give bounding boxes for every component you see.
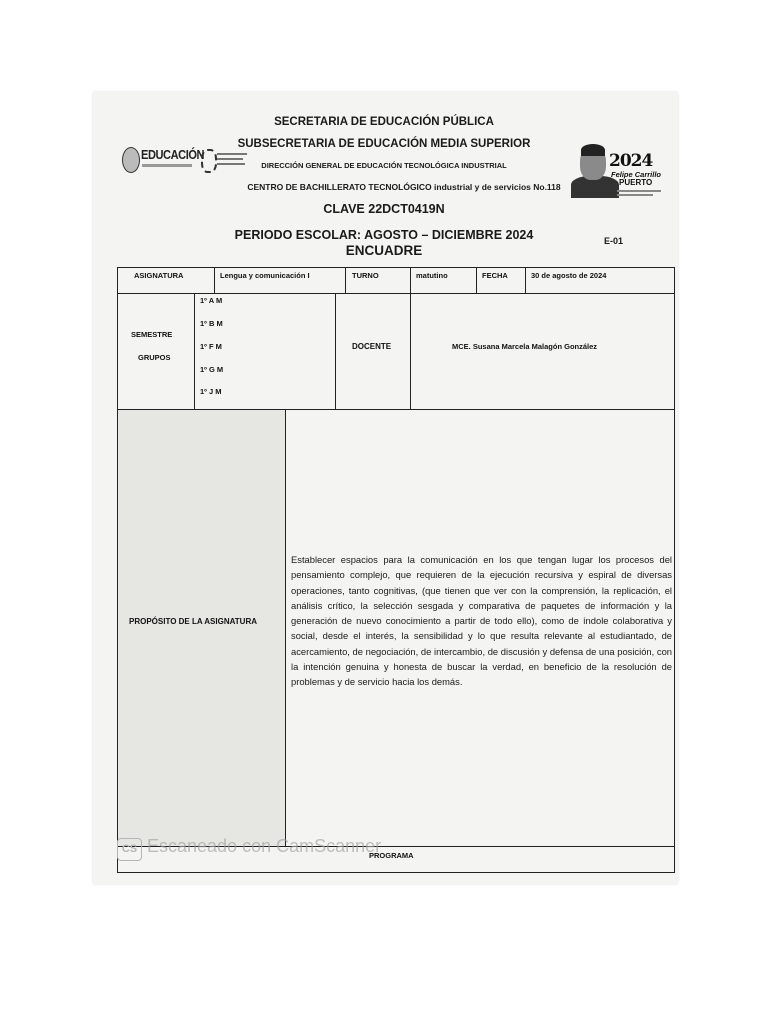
- grupo-item: 1º G M: [200, 365, 224, 374]
- fecha-label: FECHA: [482, 271, 508, 280]
- header-subsecretaria: SUBSECRETARIA DE EDUCACIÓN MEDIA SUPERIOR: [237, 138, 531, 150]
- page-title: ENCUADRE: [345, 243, 423, 258]
- header-dgeti: DIRECCIÓN GENERAL DE EDUCACIÓN TECNOLÓGICA INDUSTRIAL: [261, 161, 507, 170]
- proposito-text: Establecer espacios para la comunicación en los que tengan lugar los procesos del pensamiento complejo, que requieren de la ejecución recursiva y espiral de diversas operaciones, tanto cognitivas, (que tienen que ver con la comprensión, la replicación, el análisis crítico, la selección sesgada y comparativa de paquetes de información y la generación de nuevo conocimiento a partir de todo ello), como de índole colaborativa y social, desde el interés, la sensibilidad y lo que resulta relevante al estudiantado, de acercamiento, de negociación, de intercambio, de discusión y defensa de una posición, con la intención genuina y honesta de buscar la verdad, en beneficio de la resolución de problemas y de servicio hacia los demás.: [291, 554, 672, 688]
- fecha-value: 30 de agosto de 2024: [531, 271, 607, 280]
- header-periodo: PERIODO ESCOLAR: AGOSTO – DICIEMBRE 2024: [234, 228, 534, 242]
- grupo-item: 1º B M: [200, 319, 223, 328]
- educacion-logo-text: EDUCACIÓN: [141, 147, 205, 162]
- header-cbtis: CENTRO DE BACHILLERATO TECNOLÓGICO industrial y de servicios No.118: [247, 182, 561, 192]
- programa-label: PROGRAMA: [369, 851, 414, 860]
- docente-value: MCE. Susana Marcela Malagón González: [452, 342, 598, 351]
- header-clave: CLAVE 22DCT0419N: [323, 202, 445, 216]
- document-code: E-01: [604, 236, 624, 246]
- logo-name-2: PUERTO: [619, 178, 653, 187]
- header-sep: SECRETARIA DE EDUCACIÓN PÚBLICA: [274, 116, 494, 128]
- asignatura-value: Lengua y comunicación I: [220, 271, 310, 280]
- logo-name-1: Felipe Carrillo: [611, 170, 662, 179]
- proposito-label: PROPÓSITO DE LA ASIGNATURA: [129, 617, 258, 626]
- grupos-label: GRUPOS: [138, 353, 171, 362]
- watermark-text: Escaneado con CamScanner: [147, 836, 382, 856]
- docente-label: DOCENTE: [352, 342, 392, 351]
- grupo-item: 1º A M: [200, 296, 223, 305]
- logo-year: 2024: [609, 151, 653, 171]
- turno-value: matutino: [416, 271, 448, 280]
- grupo-item: 1º F M: [200, 342, 222, 351]
- asignatura-label: ASIGNATURA: [134, 271, 184, 280]
- semestre-label: SEMESTRE: [131, 330, 173, 339]
- camscanner-icon: CS: [117, 838, 142, 861]
- grupo-item: 1º J M: [200, 387, 222, 396]
- turno-label: TURNO: [352, 271, 379, 280]
